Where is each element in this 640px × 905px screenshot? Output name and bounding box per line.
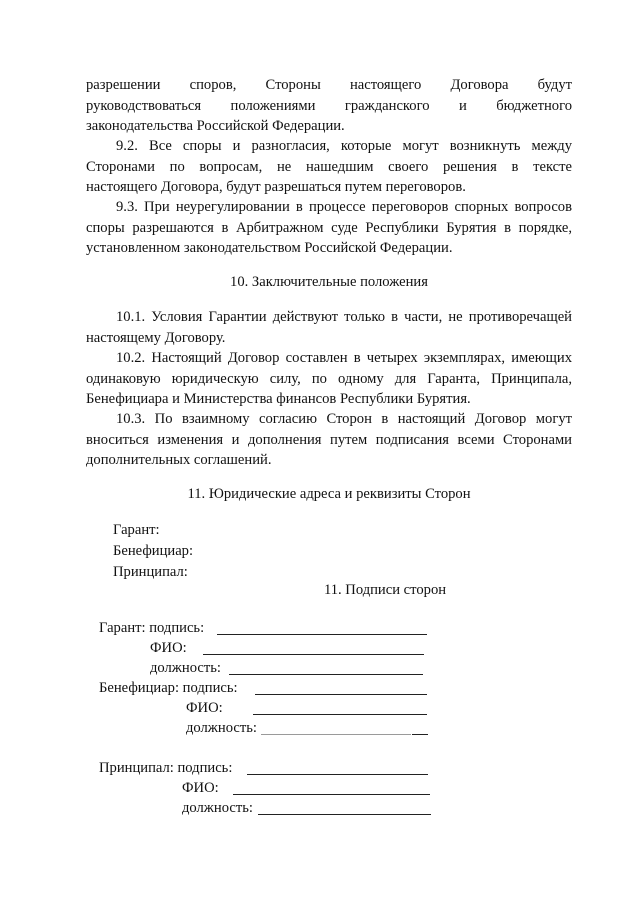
guarantor-name-line[interactable]: [203, 654, 424, 655]
party-guarantor-label: Гарант:: [113, 522, 160, 538]
principal-sign-line[interactable]: [247, 774, 428, 775]
beneficiary-position-line-end: [412, 734, 428, 735]
principal-position-line[interactable]: [258, 814, 431, 815]
beneficiary-position-label: должность:: [186, 720, 257, 736]
text-line: споры разрешаются в Арбитражном суде Республики Бурятия в порядке,: [86, 219, 572, 236]
para-10-2: [86, 348, 572, 410]
text-line: руководствоваться положениями гражданского и бюджетного: [86, 97, 572, 114]
para-10-3: [86, 409, 572, 471]
text-line: дополнительных соглашений.: [86, 452, 272, 469]
text-line: одинаковую юридическую силу, по одному для Гаранта, Принципала,: [86, 370, 572, 387]
para-9-2: [86, 136, 572, 198]
guarantor-name-label: ФИО:: [150, 640, 187, 656]
beneficiary-position-line[interactable]: [261, 734, 411, 735]
text-line: Бенефициара и Министерства финансов Республики Бурятия.: [86, 391, 471, 408]
beneficiary-name-label: ФИО:: [186, 700, 223, 716]
party-principal-label: Принципал:: [113, 564, 188, 580]
text-line: законодательства Российской Федерации.: [86, 118, 345, 135]
para-dispute-law: [86, 75, 572, 137]
beneficiary-sign-label: Бенефициар: подпись:: [99, 680, 238, 696]
para-9-3: [86, 197, 572, 259]
guarantor-position-label: должность:: [150, 660, 221, 676]
text-line: Сторонами по вопросам, не нашедшим своего решения в тексте: [86, 158, 572, 175]
guarantor-sign-label: Гарант: подпись:: [99, 620, 205, 636]
guarantor-position-line[interactable]: [229, 674, 423, 675]
principal-name-line[interactable]: [233, 794, 430, 795]
text-line: установленном законодательством Российской Федерации.: [86, 240, 453, 257]
text-line: настоящему Договору.: [86, 329, 226, 346]
beneficiary-sign-line[interactable]: [255, 694, 427, 695]
para-10-1: [86, 307, 572, 348]
section-heading-11-addresses: 11. Юридические адреса и реквизиты Сторон: [187, 486, 471, 502]
section-heading-11-signatures: 11. Подписи сторон: [323, 582, 447, 598]
text-line: вноситься изменения и дополнения путем подписания всеми Сторонами: [86, 431, 572, 448]
section-heading-10: 10. Заключительные положения: [230, 274, 428, 290]
principal-sign-label: Принципал: подпись:: [99, 760, 233, 776]
text-line: 10.3. По взаимному согласию Сторон в настоящий Договор могут: [116, 411, 572, 427]
text-line: настоящего Договора, будут разрешаться путем переговоров.: [86, 179, 466, 196]
text-line: 9.3. При неурегулировании в процессе переговоров спорных вопросов: [116, 199, 572, 215]
text-line: 10.2. Настоящий Договор составлен в четырех экземплярах, имеющих: [116, 350, 572, 366]
principal-position-label: должность:: [182, 800, 253, 816]
party-beneficiary-label: Бенефициар:: [113, 543, 194, 559]
text-line: 10.1. Условия Гарантии действуют только в части, не противоречащей: [116, 309, 572, 325]
beneficiary-name-line[interactable]: [253, 714, 427, 715]
text-line: разрешении споров, Стороны настоящего Договора будут: [86, 77, 572, 93]
text-line: 9.2. Все споры и разногласия, которые могут возникнуть между: [116, 138, 572, 154]
guarantor-sign-line[interactable]: [217, 634, 427, 635]
principal-name-label: ФИО:: [182, 780, 219, 796]
